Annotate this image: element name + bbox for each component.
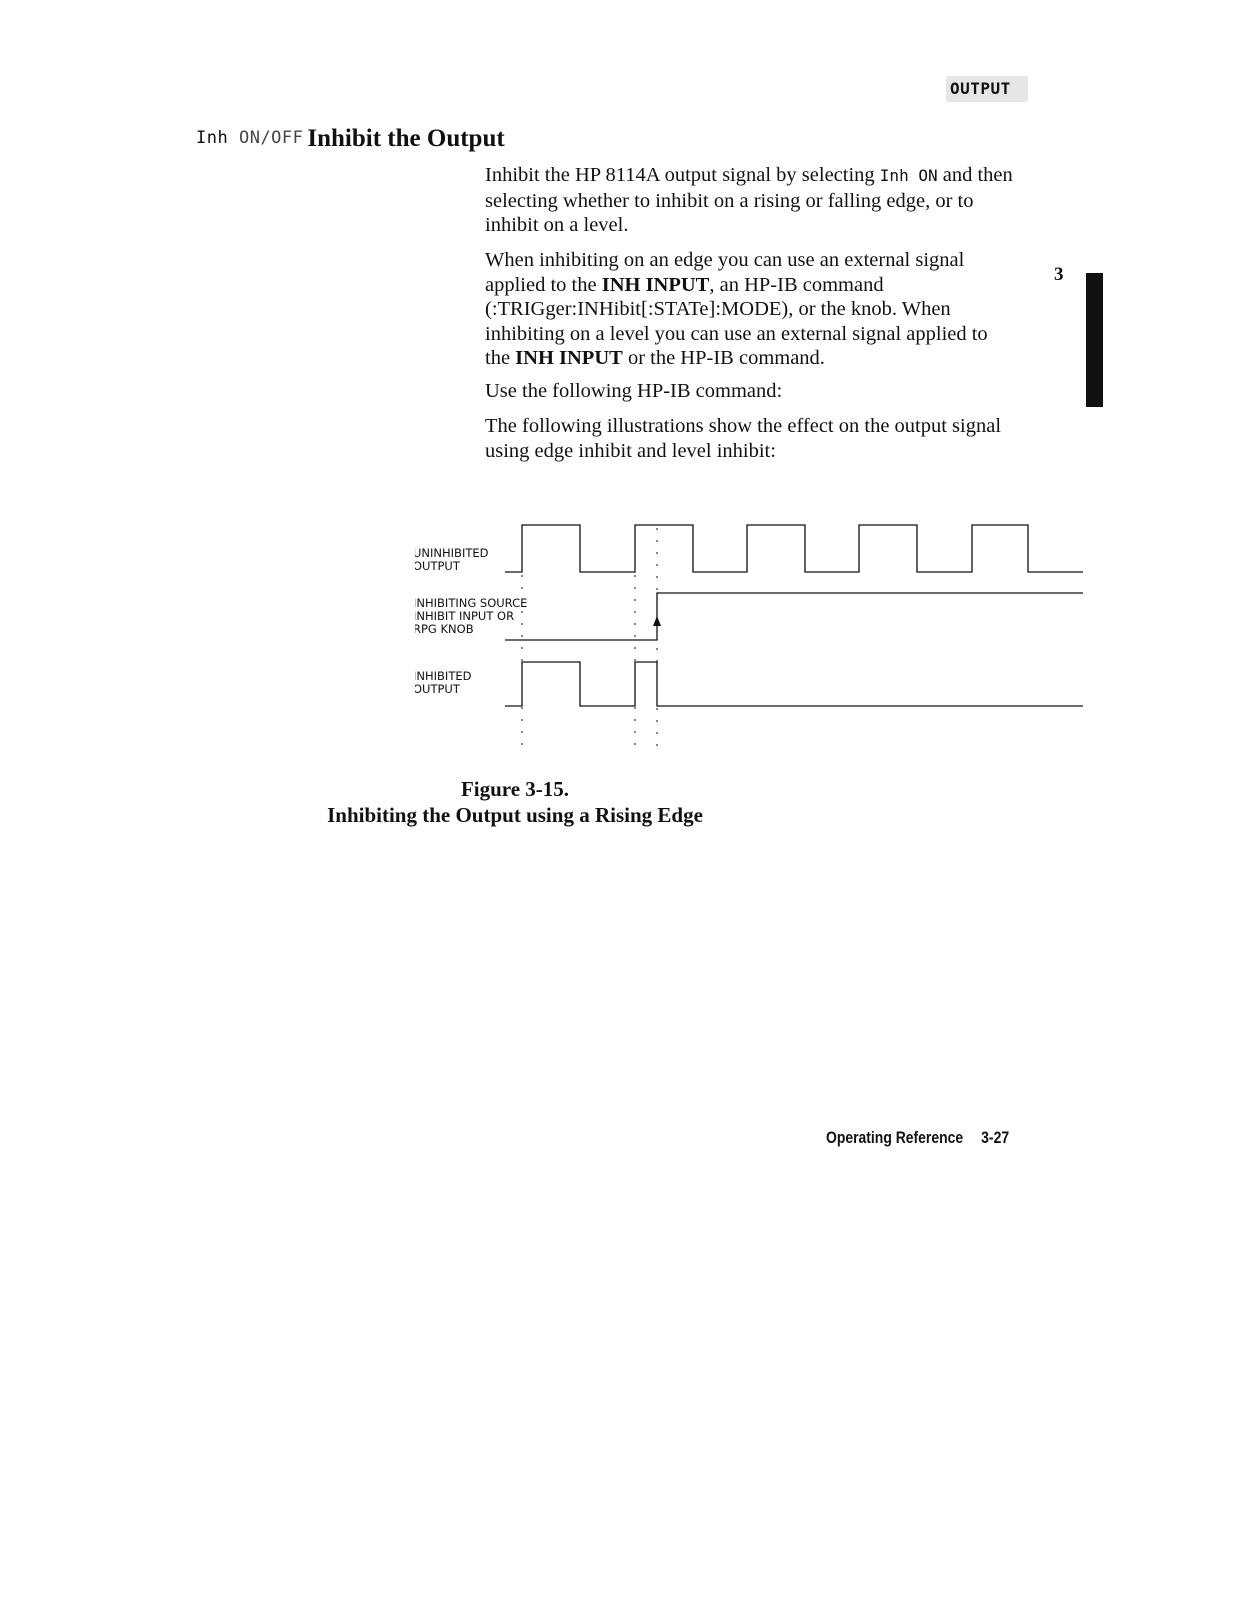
p1-softkey-name: Inh bbox=[879, 166, 909, 185]
inhibited-output-waveform bbox=[505, 662, 1083, 706]
p3-text: Use the following HP-IB command: bbox=[485, 380, 783, 402]
uninhibited-output-waveform bbox=[505, 525, 1083, 572]
p2-text-c: or the HP-IB command. bbox=[622, 347, 825, 369]
figure-number: Figure 3-15. bbox=[460, 777, 570, 801]
page-title: Inhibit the Output bbox=[307, 125, 505, 152]
softkey-state: ON/OFF bbox=[238, 128, 304, 148]
timing-diagram-svg bbox=[415, 520, 1095, 760]
chapter-tab-bar bbox=[1086, 273, 1103, 407]
p1-softkey bbox=[880, 166, 938, 185]
label-inhibited-2: OUTPUT bbox=[415, 682, 460, 696]
p2-text-b: , an HP-IB command (:TRIGger:INHibit[:STATe]:MODE), or the knob. When inhibiting on a level you can use an external signal applied to the bbox=[485, 273, 988, 369]
softkey-name: Inh bbox=[196, 128, 229, 148]
label-source-3: RPG KNOB bbox=[415, 622, 474, 636]
section-tab bbox=[946, 76, 1028, 102]
label-inhibited-1: INHIBITED bbox=[415, 669, 472, 683]
inhibiting-source-waveform bbox=[505, 593, 1083, 640]
page-footer bbox=[826, 1128, 1009, 1148]
paragraph-2 bbox=[485, 248, 995, 371]
timing-diagram bbox=[415, 520, 1095, 765]
label-uninhibited-1: UNINHIBITED bbox=[415, 546, 489, 560]
p1-softkey-state: ON bbox=[918, 166, 938, 185]
edge-marker-lines bbox=[522, 528, 657, 755]
p2-text-a: When inhibiting on an edge you can use an external signal applied to the bbox=[485, 249, 965, 296]
footer-section: Operating Reference bbox=[826, 1128, 964, 1147]
p2-inh-input-1: INH INPUT bbox=[601, 273, 710, 296]
p2-inh-input-2: INH INPUT bbox=[515, 347, 623, 369]
softkey-label bbox=[196, 128, 303, 148]
p1-text-b: and then selecting whether to inhibit on a rising or falling edge, or to inhibit on a level. bbox=[485, 164, 1013, 236]
p1-text-a: Inhibit the HP 8114A output signal by selecting bbox=[485, 164, 880, 186]
page-number: 3-27 bbox=[981, 1128, 1010, 1147]
label-source-1: INHIBITING SOURCE bbox=[415, 596, 528, 610]
p4-text: The following illustrations show the effect on the output signal using edge inhibit and level inhibit: bbox=[485, 415, 1002, 462]
figure-title: Inhibiting the Output using a Rising Edge bbox=[327, 803, 703, 827]
paragraph-1 bbox=[485, 163, 1030, 238]
paragraph-3 bbox=[485, 379, 1030, 404]
chapter-number: 3 bbox=[1054, 264, 1064, 285]
section-tab-label: OUTPUT bbox=[950, 79, 1011, 98]
section-heading bbox=[196, 125, 505, 153]
figure-caption bbox=[0, 776, 1237, 828]
paragraph-4 bbox=[485, 414, 1030, 463]
label-uninhibited-2: OUTPUT bbox=[415, 559, 460, 573]
label-source-2: INHIBIT INPUT OR bbox=[415, 609, 515, 623]
